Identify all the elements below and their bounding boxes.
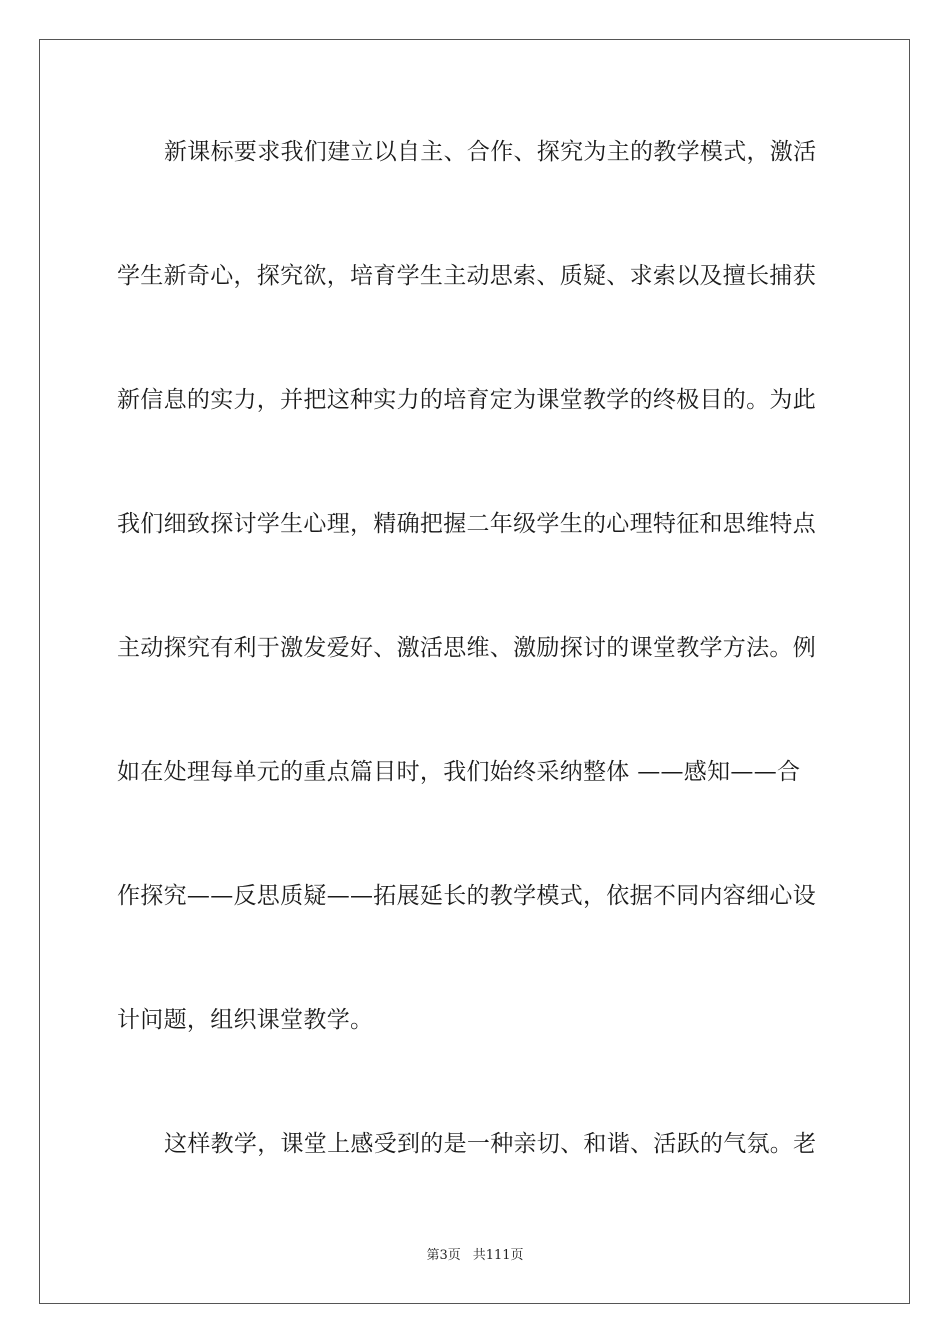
- paragraph-line: 我们细致探讨学生心理，精确把握二年级学生的心理特征和思维特点: [117, 511, 816, 537]
- paragraph-line: 学生新奇心，探究欲，培育学生主动思索、质疑、求索以及擅长捕获: [117, 263, 816, 289]
- paragraph-line: 新信息的实力，并把这种实力的培育定为课堂教学的终极目的。为此: [117, 387, 816, 413]
- paragraph-line: 作探究——反思质疑——拓展延长的教学模式，依据不同内容细心设: [117, 883, 816, 909]
- page-number: 第3页: [426, 1248, 461, 1263]
- paragraph-line: 这样教学，课堂上感受到的是一种亲切、和谐、活跃的气氛。老: [164, 1131, 817, 1157]
- page-frame: [39, 39, 910, 1304]
- page-total: 共111页: [472, 1248, 524, 1263]
- paragraph-line: 如在处理每单元的重点篇目时，我们始终采纳整体 ——感知——合: [117, 759, 801, 785]
- paragraph-line: 主动探究有利于激发爱好、激活思维、激励探讨的课堂教学方法。例: [117, 635, 816, 661]
- page-footer: [0, 1247, 950, 1265]
- paragraph-line: 计问题，组织课堂教学。: [117, 1007, 374, 1033]
- paragraph-line: 新课标要求我们建立以自主、合作、探究为主的教学模式，激活: [164, 139, 817, 165]
